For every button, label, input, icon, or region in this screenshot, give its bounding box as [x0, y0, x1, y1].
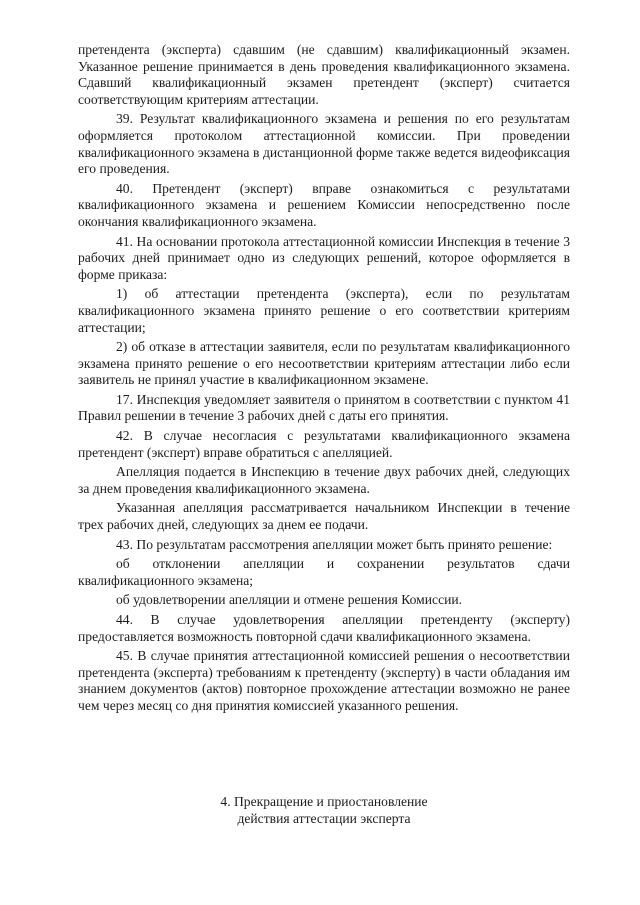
paragraph-41: 41. На основании протокола аттестационной комиссии Инспекция в течение 3 рабочих дней принимает одно из следующих решений, которое оформляется в форме приказа: — [78, 233, 570, 282]
section-heading-line-1: 4. Прекращение и приостановление — [220, 794, 428, 809]
paragraph-44: 44. В случае удовлетворения апелляции претенденту (эксперту) предоставляется возможность повторной сдачи квалификационного экзамена. — [78, 612, 570, 644]
document-body — [78, 42, 570, 718]
section-heading — [78, 793, 570, 827]
paragraph-17: 17. Инспекция уведомляет заявителя о принятом в соответствии с пунктом 41 Правил решении в течение 3 рабочих дней с даты его принятия. — [78, 391, 570, 424]
paragraph-43-option-1: об отклонении апелляции и сохранении результатов сдачи квалификационного экзамена; — [78, 556, 570, 588]
paragraph-41-item-1: 1) об аттестации претендента (эксперта), если по результатам квалификационного экзамена принято решение о его соответствии критериям аттестации; — [78, 286, 570, 335]
paragraph-42: 42. В случае несогласия с результатами квалификационного экзамена претендент (эксперт) вправе обратиться с апелляцией. — [78, 428, 570, 460]
paragraph-43-option-2: об удовлетворении апелляции и отмене решения Комиссии. — [116, 592, 463, 608]
paragraph-39: 39. Результат квалификационного экзамена и решения по его результатам оформляется протоколом аттестационной комиссии. При проведении квалификационного экзамена в дистанционной форме также ведется видеофиксация его проведения. — [78, 111, 570, 177]
paragraph-43: 43. По результатам рассмотрения апелляции может быть принято решение: — [116, 536, 553, 552]
paragraph-40: 40. Претендент (эксперт) вправе ознакомиться с результатами квалификационного экзамена и решением Комиссии непосредственно после окончания квалификационного экзамена. — [78, 180, 570, 229]
section-heading-line-2: действия аттестации эксперта — [237, 811, 411, 826]
paragraph-appeal-review: Указанная апелляция рассматривается начальником Инспекции в течение трех рабочих дней, следующих за днем ее подачи. — [78, 500, 570, 533]
paragraph-appeal-submission: Апелляция подается в Инспекцию в течение двух рабочих дней, следующих за днем проведения квалификационного экзамена. — [78, 464, 570, 496]
paragraph-38-continuation: претендента (эксперта) сдавшим (не сдавшим) квалификационный экзамен. Указанное решение принимается в день проведения квалификационного экзамена. Сдавший квалификационный экзамен претендент (эксперт) считается соответствующим критериям аттестации. — [78, 42, 570, 107]
paragraph-45: 45. В случае принятия аттестационной комиссией решения о несоответствии претендента (эксперта) требованиям к претенденту (эксперту) в части обладания им знанием документов (актов) повторное прохождение аттестации возможно не ранее чем через месяц со дня принятия комиссией указанного решения. — [78, 648, 570, 713]
paragraph-41-item-2: 2) об отказе в аттестации заявителя, если по результатам квалификационного экзамена принято решение о его несоответствии критериям аттестации либо если заявитель не принял участие в квалификационном экзамене. — [78, 339, 570, 388]
